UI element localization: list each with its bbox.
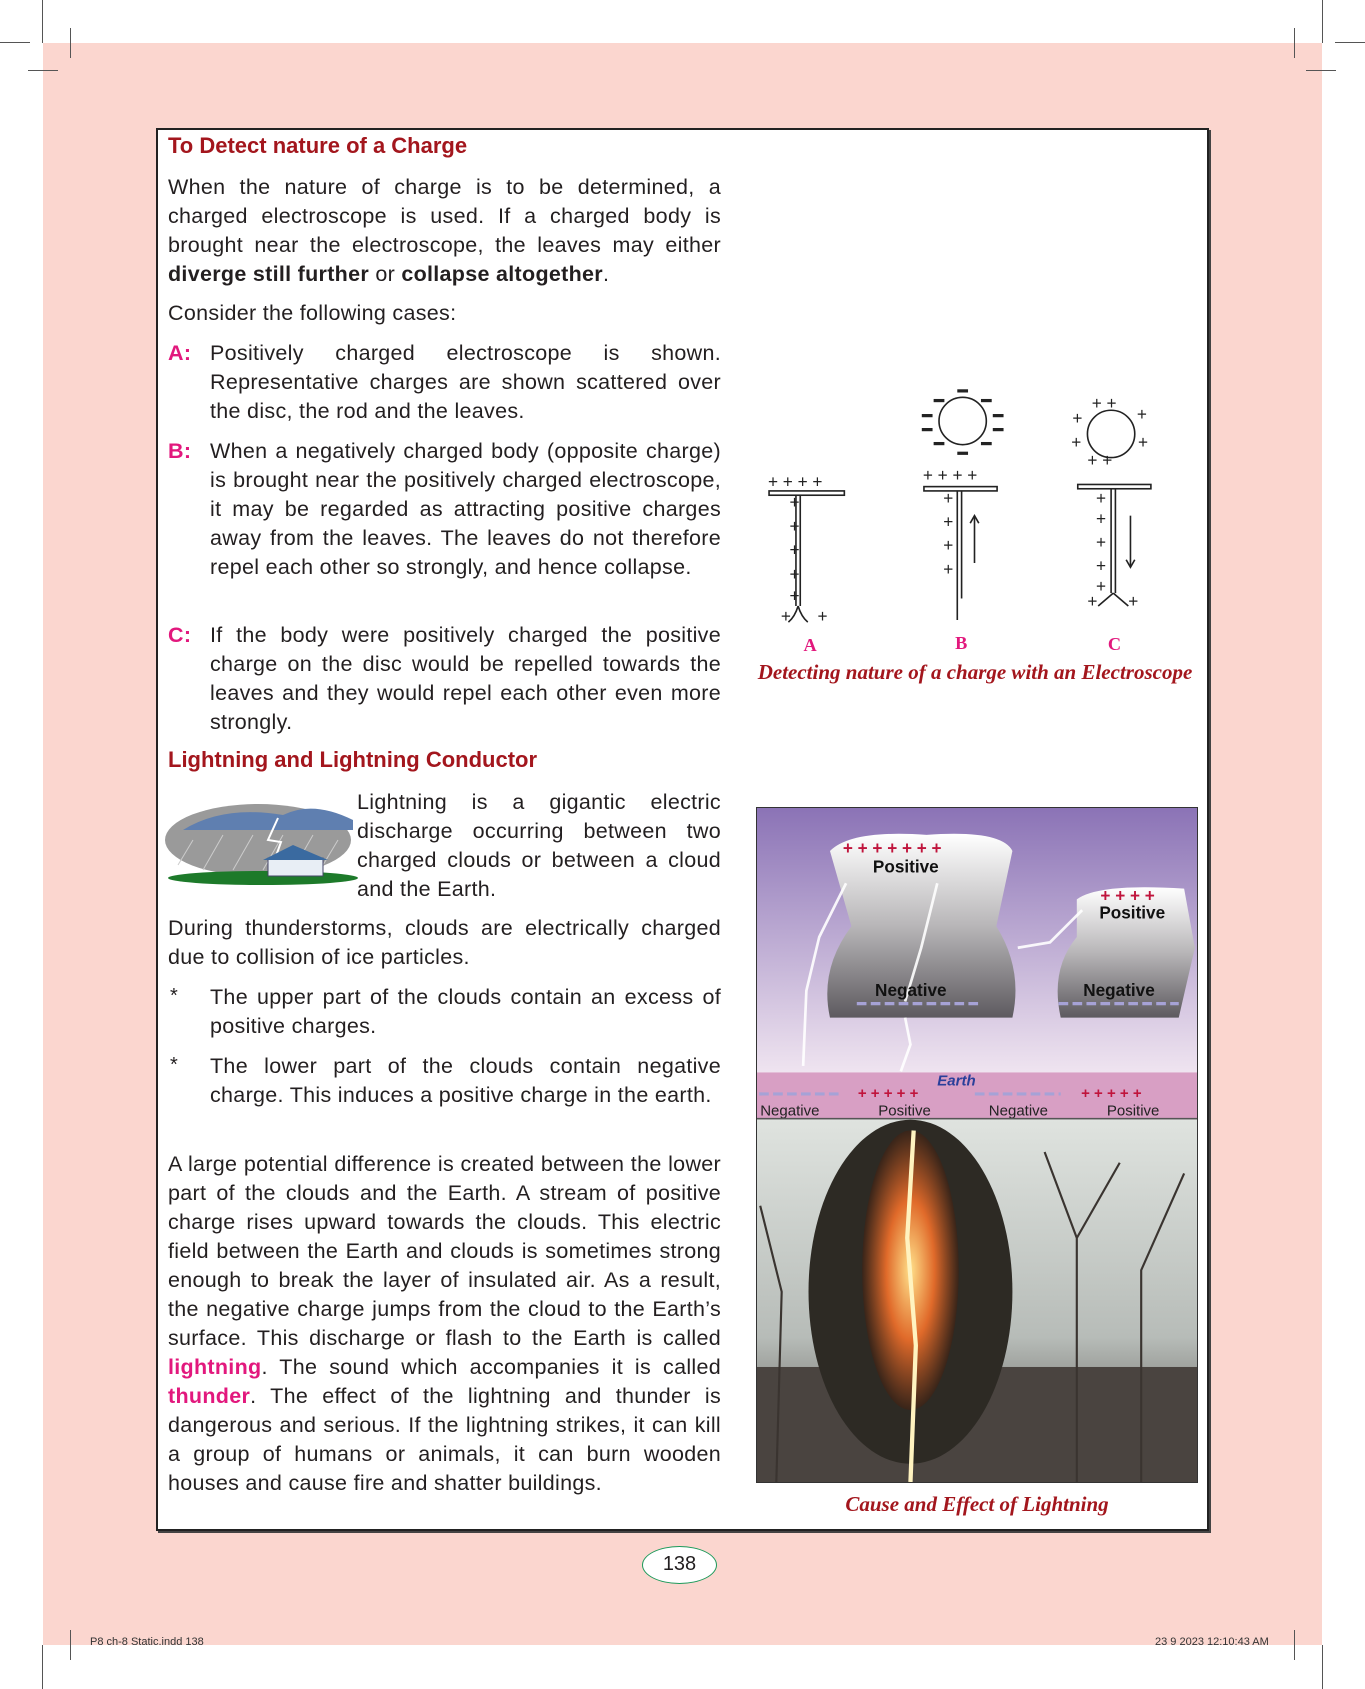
- svg-text:+: +: [1096, 508, 1107, 529]
- crop-mark: [70, 1630, 71, 1660]
- footer-file-info: P8 ch-8 Static.indd 138: [90, 1636, 204, 1648]
- case-label: B:: [168, 439, 192, 463]
- svg-text:+ +: + +: [1091, 393, 1117, 414]
- section-heading: To Detect nature of a Charge: [168, 133, 468, 158]
- crop-mark: [1335, 42, 1365, 43]
- svg-text:+: +: [817, 606, 828, 627]
- svg-text:+: +: [1096, 487, 1107, 508]
- cloud-label: Negative: [875, 980, 947, 1001]
- svg-text:+: +: [943, 511, 954, 532]
- svg-text:+: +: [943, 558, 954, 579]
- earth-label: Earth: [937, 1072, 976, 1090]
- crop-mark: [1306, 70, 1336, 71]
- svg-text:+: +: [1096, 576, 1107, 597]
- case-label: C:: [168, 623, 192, 647]
- electroscope-b: [924, 397, 997, 620]
- crop-mark: [28, 70, 58, 71]
- svg-text:+: +: [1087, 591, 1098, 612]
- svg-text:+: +: [789, 492, 800, 513]
- svg-text:+: +: [1096, 531, 1107, 552]
- case-label: A:: [168, 341, 192, 365]
- case-text: Positively charged electroscope is shown. Representative charges are shown scattered over the disc, the rod and the leaves.: [210, 341, 721, 423]
- cloud-label: Positive: [1099, 902, 1166, 923]
- lightning-illustration: [756, 807, 1198, 1483]
- lightning-clipart: [163, 800, 358, 888]
- crop-mark: [1322, 0, 1323, 43]
- svg-text:+: +: [1136, 403, 1147, 424]
- svg-text:+: +: [1071, 431, 1082, 452]
- bullet-mark: *: [170, 1054, 178, 1076]
- svg-text:+ +: + +: [1087, 450, 1113, 471]
- case-text: If the body were positively charged the positive charge on the disc would be repelled towards the leaves and they would repel each other even more strongly.: [210, 623, 721, 734]
- footer-timestamp: 23 9 2023 12:10:43 AM: [1155, 1636, 1269, 1648]
- lightning-paragraph: A large potential difference is created between the lower part of the clouds and the Earth. A stream of positive charge rises upward towards the clouds. This electric field between the Earth and clouds is sometimes strong enough to break the layer of insulated air. As a result, the negative charge jumps from the cloud to the Earth’s surface. This discharge or flash to the Earth is called lightning. The sound which accompanies it is called thunder. The effect of the lightning and thunder is dangerous and serious. If the lightning strikes, it can kill a group of humans or animals, it can burn wooden houses and cause fire and shatter buildings.: [168, 1152, 721, 1495]
- svg-text:+: +: [789, 539, 800, 560]
- electroscope-a: [769, 491, 844, 622]
- svg-text:+: +: [943, 535, 954, 556]
- svg-text:+ + + + + + +: + + + + + + +: [842, 838, 942, 859]
- intro-paragraph: When the nature of charge is to be determined, a charged electroscope is used. If a charged body is brought near the electroscope, the leaves may either diverge still further or collapse altogether.: [168, 175, 721, 286]
- svg-text:+ + + +: + + + +: [767, 471, 823, 492]
- cloud-label: Negative: [1083, 980, 1155, 1001]
- crop-mark: [0, 42, 30, 43]
- crop-mark: [70, 28, 71, 58]
- cloud-label: Positive: [872, 856, 939, 877]
- svg-text:+: +: [1137, 431, 1149, 452]
- svg-text:+ + + + +: + + + + +: [857, 1085, 919, 1103]
- svg-text:+: +: [943, 487, 954, 508]
- crop-mark: [42, 1645, 43, 1689]
- svg-text:+ + + +: + + + +: [1100, 885, 1155, 906]
- svg-text:+ + + +: + + + +: [922, 465, 978, 486]
- svg-text:+: +: [780, 606, 791, 627]
- svg-text:+: +: [1096, 555, 1107, 576]
- ground-label: Negative: [988, 1102, 1049, 1120]
- bullet-mark: *: [170, 985, 178, 1007]
- svg-text:+ + + + +: + + + + +: [1081, 1085, 1142, 1103]
- ground-label: Positive: [878, 1102, 931, 1120]
- label-a: A: [803, 635, 817, 656]
- crop-mark: [42, 0, 43, 43]
- crop-mark: [1294, 28, 1295, 58]
- bullet-text: The lower part of the clouds contain negative charge. This induces a positive charge in the earth.: [210, 1054, 721, 1107]
- svg-text:+: +: [1128, 591, 1139, 612]
- svg-text:+: +: [789, 564, 800, 585]
- svg-text:+: +: [789, 515, 800, 536]
- section-heading: Lightning and Lightning Conductor: [168, 747, 538, 772]
- consider-text: Consider the following cases:: [168, 301, 457, 325]
- ground-label: Negative: [760, 1102, 820, 1120]
- ground-label: Positive: [1106, 1102, 1160, 1120]
- electroscope-diagram: [754, 383, 1195, 658]
- label-c: C: [1107, 634, 1122, 655]
- figure-caption: Detecting nature of a charge with an Electroscope: [757, 660, 1193, 684]
- svg-text:+: +: [789, 585, 800, 606]
- lightning-intro: Lightning is a gigantic electric discharge occurring between two charged clouds or between a cloud and the Earth.: [357, 790, 721, 901]
- label-b: B: [955, 633, 968, 654]
- page-number: 138: [642, 1546, 717, 1584]
- case-text: When a negatively charged body (opposite charge) is brought near the positively charged electroscope, it may be regarded as attracting positive charges away from the leaves. The leaves do not therefore repel each other so strongly, and hence collapse.: [210, 439, 721, 579]
- svg-text:+: +: [1072, 408, 1083, 429]
- figure-caption: Cause and Effect of Lightning: [845, 1492, 1109, 1516]
- crop-mark: [1294, 1630, 1295, 1660]
- thunderstorm-text: During thunderstorms, clouds are electrically charged due to collision of ice particles.: [168, 916, 721, 969]
- bullet-text: The upper part of the clouds contain an excess of positive charges.: [210, 985, 721, 1038]
- crop-mark: [1322, 1645, 1323, 1689]
